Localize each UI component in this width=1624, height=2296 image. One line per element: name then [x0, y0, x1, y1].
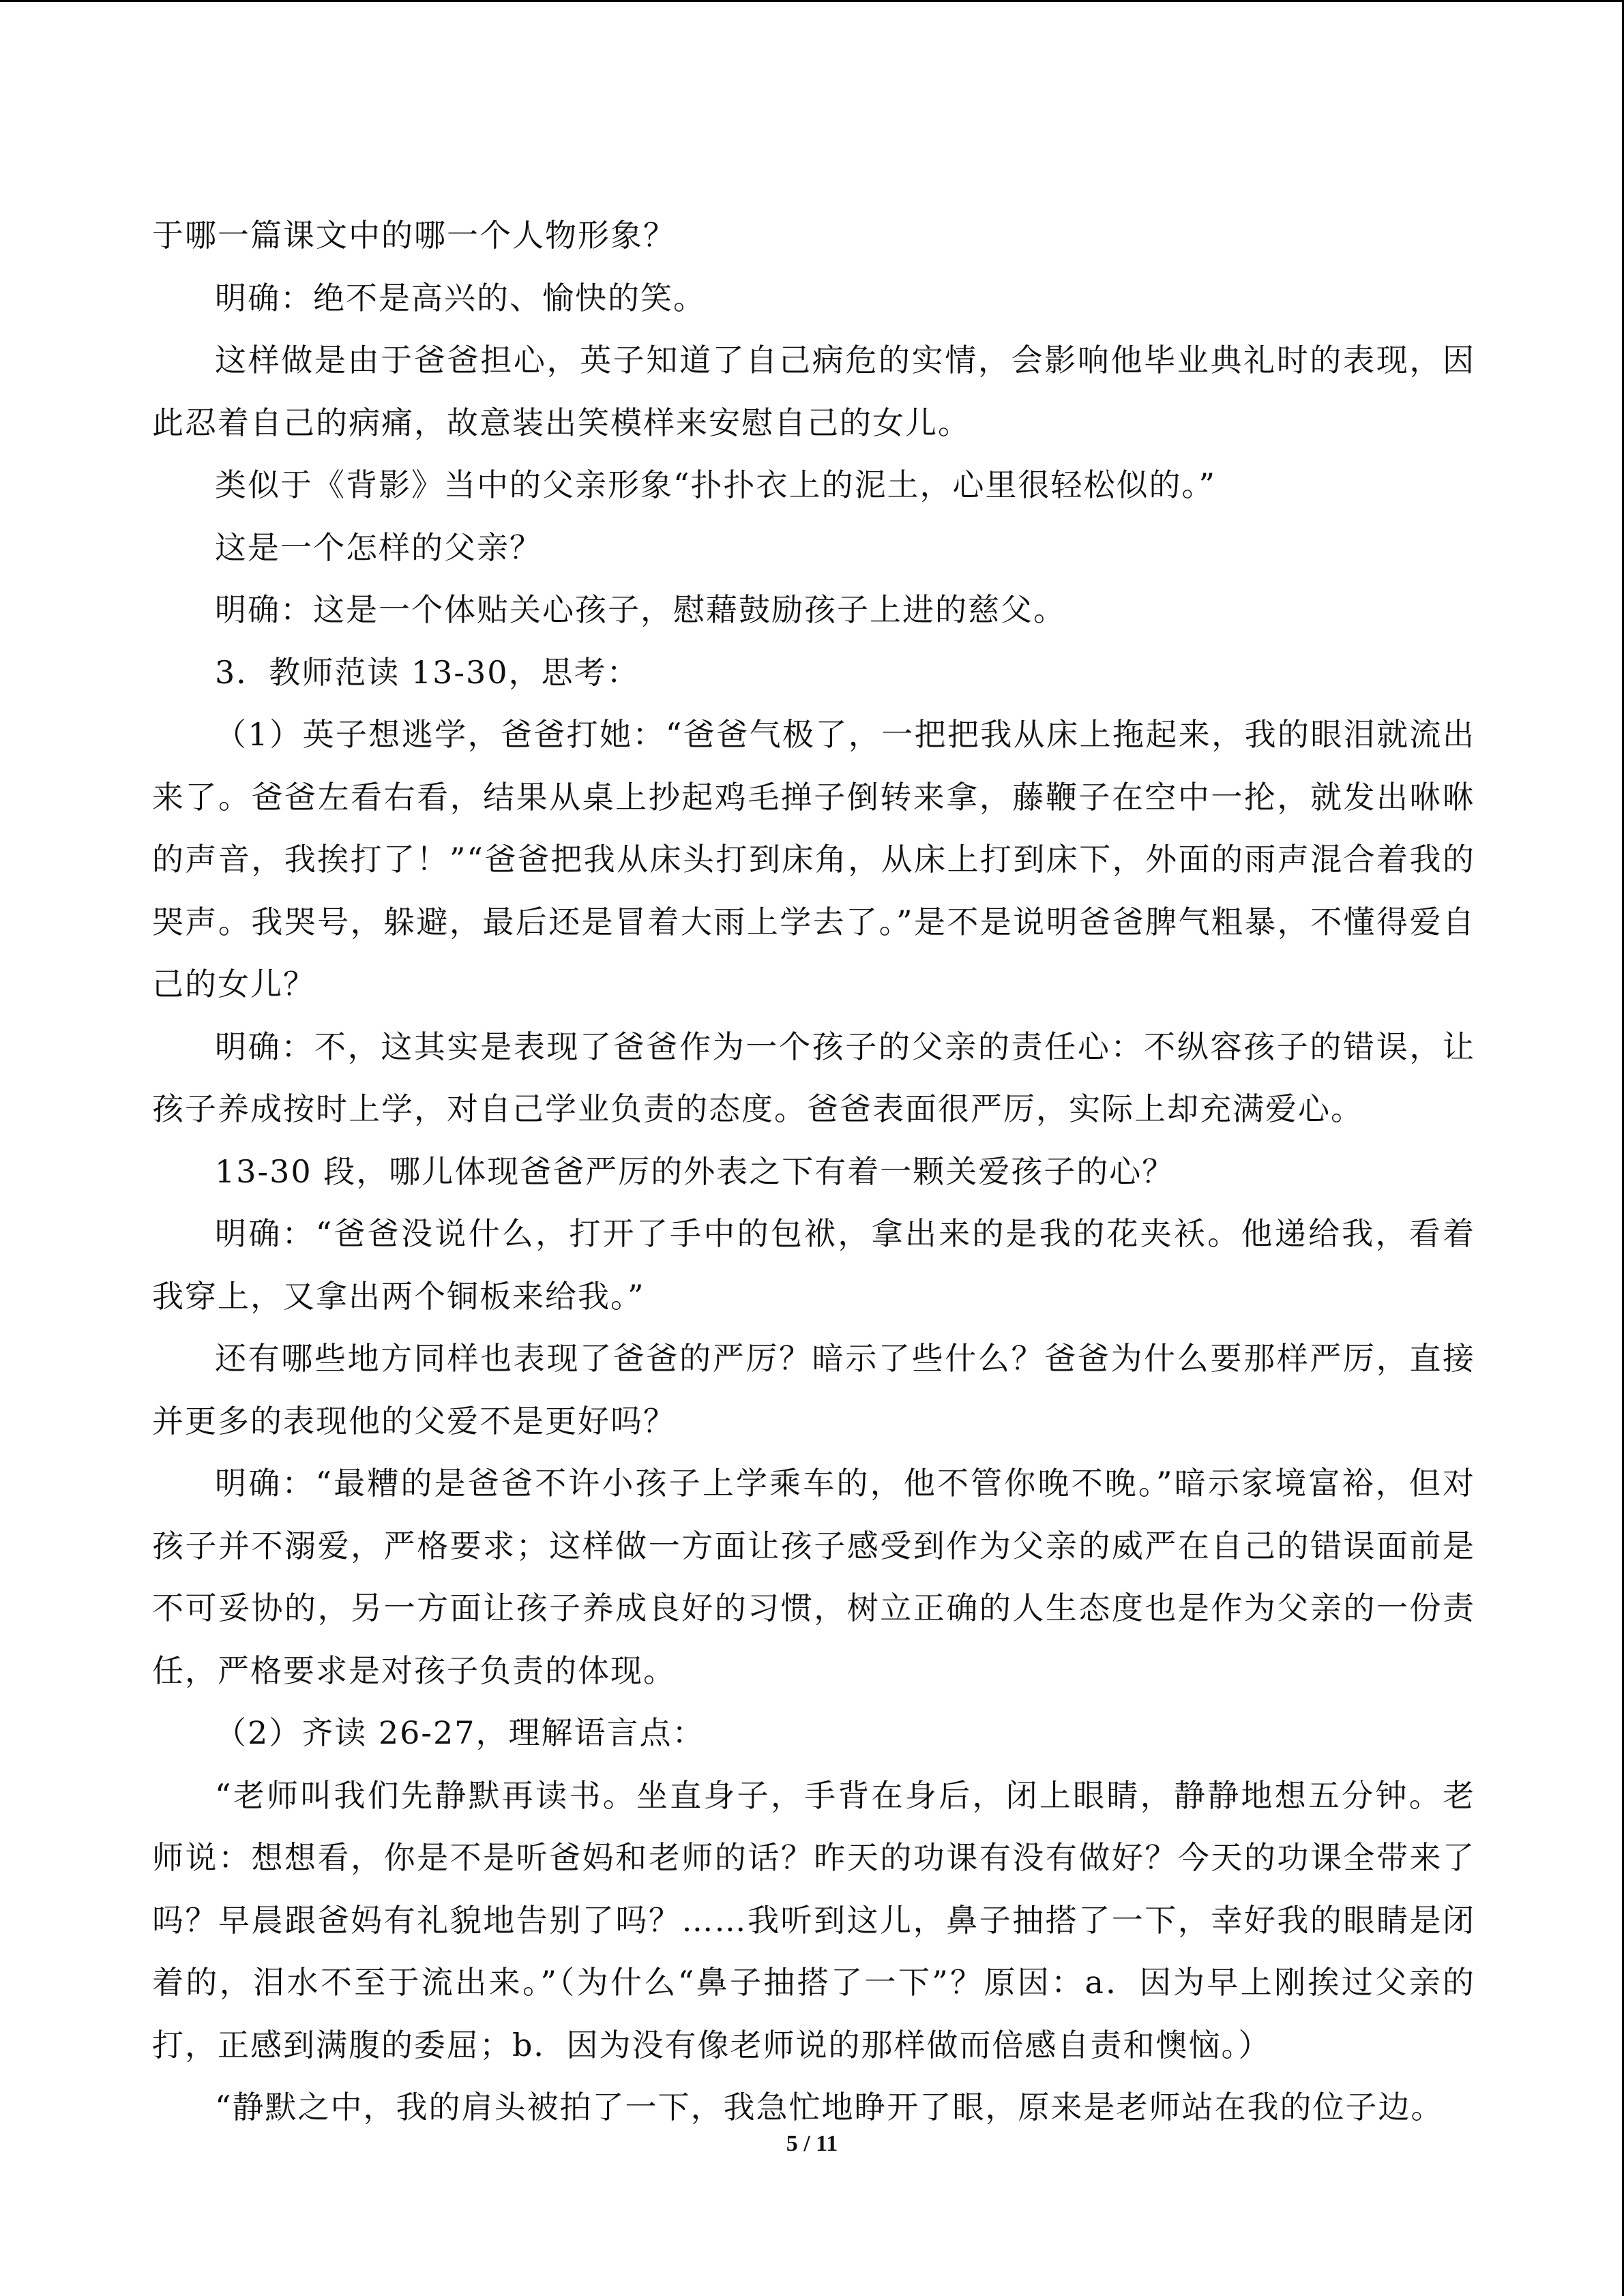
paragraph-9: 明确：不，这其实是表现了爸爸作为一个孩子的父亲的责任心：不纵容孩子的错误，让孩子养成按时上学，对自己学业负责的态度。爸爸表面很严厉，实际上却充满爱心。 — [152, 1028, 1475, 1127]
paragraph-12: 还有哪些地方同样也表现了爸爸的严厉？暗示了些什么？爸爸为什么要那样严厉，直接并更多的表现他的父爱不是更好吗？ — [152, 1340, 1475, 1440]
paragraph-16: “静默之中，我的肩头被拍了一下，我急忙地睁开了眼，原来是老师站在我的位子边。 — [215, 2089, 1444, 2126]
paragraph-2: 明确：绝不是高兴的、愉快的笑。 — [215, 279, 706, 316]
document-body — [152, 205, 1475, 2139]
paragraph-15: “老师叫我们先静默再读书。坐直身子，手背在身后，闭上眼睛，静静地想五分钟。老师说：想想看，你是不是听爸妈和老师的话？昨天的功课有没有做好？今天的功课全带来了吗？早晨跟爸妈有礼貌地告别了吗？……我听到这儿，鼻子抽搭了一下，幸好我的眼睛是闭着的，泪水不至于流出来。”（为什么“鼻子抽搭了一下”？原因：a．因为早上刚挨过父亲的打，正感到满腹的委屈；b．因为没有像老师说的那样做而倍感自责和懊恼。） — [152, 1776, 1475, 2063]
paragraph-1: 于哪一篇课文中的哪一个人物形象？ — [152, 217, 676, 254]
paragraph-14: （2）齐读 26-27，理解语言点： — [215, 1714, 705, 1751]
paragraph-3: 这样做是由于爸爸担心，英子知道了自己病危的实情，会影响他毕业典礼时的表现，因此忍着自己的病痛，故意装出笑模样来安慰自己的女儿。 — [152, 342, 1475, 441]
paragraph-5: 这是一个怎样的父亲？ — [215, 528, 542, 566]
paragraph-7: 3．教师范读 13-30，思考： — [215, 653, 640, 691]
paragraph-11: 明确：“爸爸没说什么，打开了手中的包袱，拿出来的是我的花夹袄。他递给我，看着我穿上，又拿出两个铜板来给我。” — [152, 1215, 1475, 1315]
paragraph-6: 明确：这是一个体贴关心孩子，慰藉鼓励孩子上进的慈父。 — [215, 591, 1066, 628]
paragraph-4: 类似于《背影》当中的父亲形象“扑扑衣上的泥土，心里很轻松似的。” — [215, 466, 1217, 503]
paragraph-8: （1）英子想逃学，爸爸打她：“爸爸气极了，一把把我从床上拖起来，我的眼泪就流出来了。爸爸左看右看，结果从桌上抄起鸡毛掸子倒转来拿，藤鞭子在空中一抡，就发出咻咻的声音，我挨打了！”“爸爸把我从床头打到床角，从床上打到床下，外面的雨声混合着我的哭声。我哭号，躲避，最后还是冒着大雨上学去了。”是不是说明爸爸脾气粗暴，不懂得爱自己的女儿？ — [152, 716, 1475, 1002]
paragraph-13: 明确：“最糟的是爸爸不许小孩子上学乘车的，他不管你晚不晚。”暗示家境富裕，但对孩子并不溺爱，严格要求；这样做一方面让孩子感受到作为父亲的威严在自己的错误面前是不可妥协的，另一方面让孩子养成良好的习惯，树立正确的人生态度也是作为父亲的一份责任，严格要求是对孩子负责的体现。 — [152, 1465, 1475, 1689]
page-number: 5 / 11 — [786, 2131, 838, 2156]
paragraph-10: 13-30 段，哪儿体现爸爸严厉的外表之下有着一颗关爱孩子的心？ — [215, 1152, 1175, 1190]
